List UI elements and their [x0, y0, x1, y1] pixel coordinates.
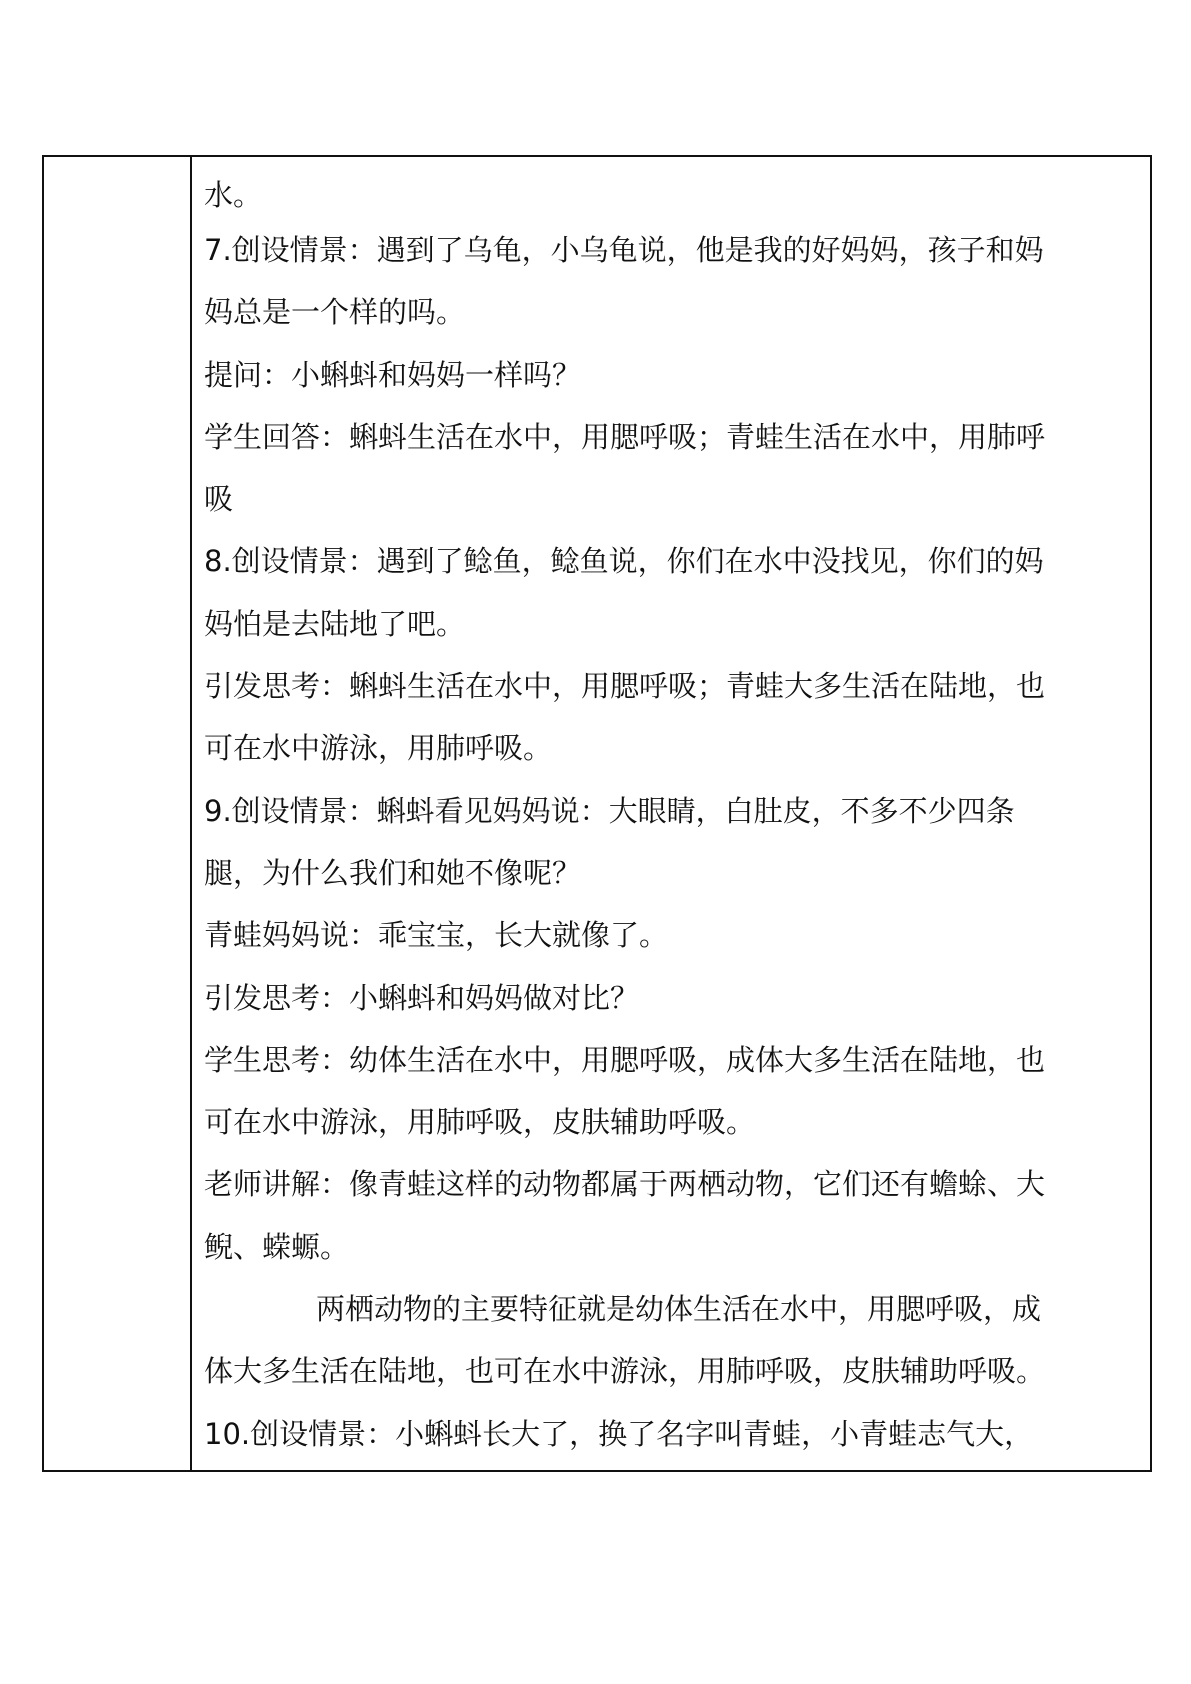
- text-line: 腿，为什么我们和她不像呢？: [204, 855, 582, 890]
- text-line: 老师讲解：像青蛙这样的动物都属于两栖动物，它们还有蟾蜍、大: [204, 1167, 1046, 1202]
- text-line: 体大多生活在陆地，也可在水中游泳，用肺呼吸，皮肤辅助呼吸。: [204, 1354, 1046, 1389]
- text-line: 妈总是一个样的吗。: [204, 295, 466, 330]
- text-line: 9.创设情景：蝌蚪看见妈妈说：大眼睛，白肚皮，不多不少四条: [204, 793, 1015, 828]
- text-line: 可在水中游泳，用肺呼吸，皮肤辅助呼吸。: [204, 1105, 756, 1140]
- table-content-column: [192, 157, 1150, 1470]
- text-line: 8.创设情景：遇到了鲶鱼，鲶鱼说，你们在水中没找见，你们的妈: [204, 544, 1044, 579]
- text-line: 吸: [204, 482, 234, 517]
- text-line: 青蛙妈妈说：乖宝宝，长大就像了。: [204, 918, 669, 953]
- text-line: 7.创设情景：遇到了乌龟，小乌龟说，他是我的好妈妈，孩子和妈: [204, 233, 1044, 267]
- text-line: 水。: [204, 178, 263, 212]
- text-line-indented: 两栖动物的主要特征就是幼体生活在水中，用腮呼吸，成: [316, 1292, 1042, 1327]
- table-left-column: [44, 157, 192, 1470]
- text-line: 提问：小蝌蚪和妈妈一样吗？: [204, 357, 582, 392]
- text-line: 妈怕是去陆地了吧。: [204, 606, 466, 641]
- text-line: 学生思考：幼体生活在水中，用腮呼吸，成体大多生活在陆地，也: [204, 1042, 1046, 1077]
- text-line: 鲵、蝾螈。: [204, 1229, 350, 1264]
- lesson-table: [42, 155, 1152, 1472]
- text-line: 引发思考：蝌蚪生活在水中，用腮呼吸；青蛙大多生活在陆地，也: [204, 669, 1046, 704]
- text-line: 可在水中游泳，用肺呼吸。: [204, 731, 553, 766]
- text-line: 学生回答：蝌蚪生活在水中，用腮呼吸；青蛙生活在水中，用肺呼: [204, 419, 1046, 454]
- text-line: 引发思考：小蝌蚪和妈妈做对比？: [204, 980, 640, 1015]
- text-line: 10.创设情景：小蝌蚪长大了，换了名字叫青蛙，小青蛙志气大，: [204, 1416, 1034, 1451]
